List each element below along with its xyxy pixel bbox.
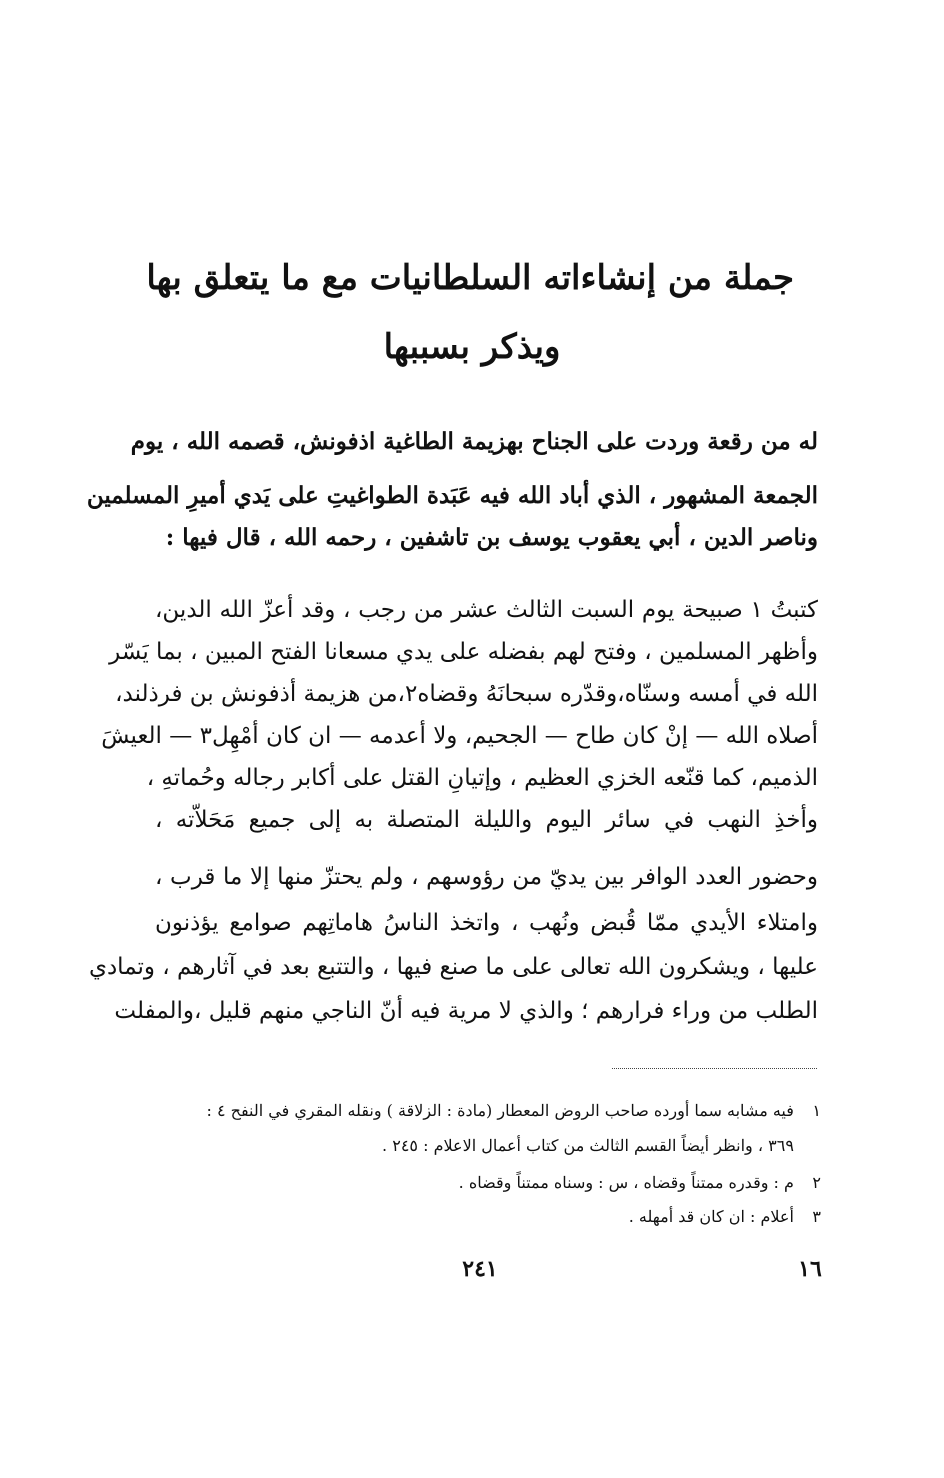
- footnote: [141, 1100, 821, 1122]
- footnote: [141, 1206, 821, 1228]
- body-line: الذميم، كما قنّعه الخزي العظيم ، وإتيانِ القتل على أكابر رجاله وحُماتهِ ،: [146, 765, 818, 791]
- footnote-number: ٣: [812, 1207, 821, 1226]
- footnote-continuation: [141, 1135, 821, 1157]
- footnote-number: ١: [812, 1101, 821, 1120]
- chapter-title-line-2: ويذكر بسببها: [383, 327, 561, 367]
- body-line: وامتلاء الأيدي ممّا قُبض ونُهب ، واتخذ الناسُ هاماتِهم صوامع يؤذنون: [155, 910, 818, 936]
- body-line: وأخذِ النهب في سائر اليوم والليلة المتصلة به إلى جميع مَحَلاّته ،: [155, 807, 818, 833]
- footnote: [141, 1172, 821, 1194]
- footnote-text: أعلام : ان كان قد أمهله .: [628, 1207, 794, 1226]
- page-number: ٢٤١: [462, 1256, 498, 1282]
- body-line: عليها ، ويشكرون الله تعالى على ما صنع فيها ، والتتبع بعد في آثارهم ، وتمادي: [88, 954, 818, 980]
- footnote-text: م : وقدره ممتناً وقضاه ، س : وسناه ممتناً وقضاه .: [458, 1173, 794, 1192]
- body-line: وأظهر المسلمين ، وفتح لهم بفضله على يدي مسعانا الفتح المبين ، بما يَسّر: [109, 639, 818, 665]
- body-line: الطلب من وراء فرارهم ؛ والذي لا مرية فيه أنّ الناجي منهم قليل ،والمفلت: [114, 998, 818, 1024]
- footnote-number: ٢: [812, 1173, 821, 1192]
- intro-line: وناصر الدين ، أبي يعقوب يوسف بن تاشفين ، رحمه الله ، قال فيها :: [165, 524, 818, 551]
- chapter-title-line-1: جملة من إنشاءاته السلطانيات مع ما يتعلق بها: [146, 258, 794, 298]
- intro-line: له من رقعة وردت على الجناح بهزيمة الطاغية اذفونش، قصمه الله ، يوم: [130, 428, 818, 455]
- intro-line: الجمعة المشهور ، الذي أباد الله فيه عَبَدة الطواغيتِ على يَدي أميرِ المسلمين: [86, 482, 818, 509]
- body-line: الله في أمسه وسنّاه،وقدّره سبحانَهُ وقضاه٢،من هزيمة أذفونش بن فرذلند،: [115, 681, 818, 707]
- signature-mark: ١٦: [798, 1256, 822, 1282]
- footnote-text: فيه مشابه سما أورده صاحب الروض المعطار (مادة : الزلاقة ) ونقله المقري في النفح ٤ :: [206, 1101, 794, 1120]
- footnote-text: ٣٦٩ ، وانظر أيضاً القسم الثالث من كتاب أعمال الاعلام : ٢٤٥ .: [382, 1136, 794, 1155]
- body-line: كتبتُ ١ صبيحة يوم السبت الثالث عشر من رجب ، وقد أعزّ الله الدين،: [155, 597, 818, 623]
- body-line: وحضور العدد الوافر بين يديّ من رؤوسهم ، ولم يحتزّ منها إلا ما قرب ،: [155, 864, 818, 890]
- footnote-separator: [612, 1068, 817, 1069]
- body-line: أصلاه الله — إنْ كان طاح — الجحيم، ولا أعدمه — ان كان أمْهِل٣ — العيشَ: [101, 723, 818, 749]
